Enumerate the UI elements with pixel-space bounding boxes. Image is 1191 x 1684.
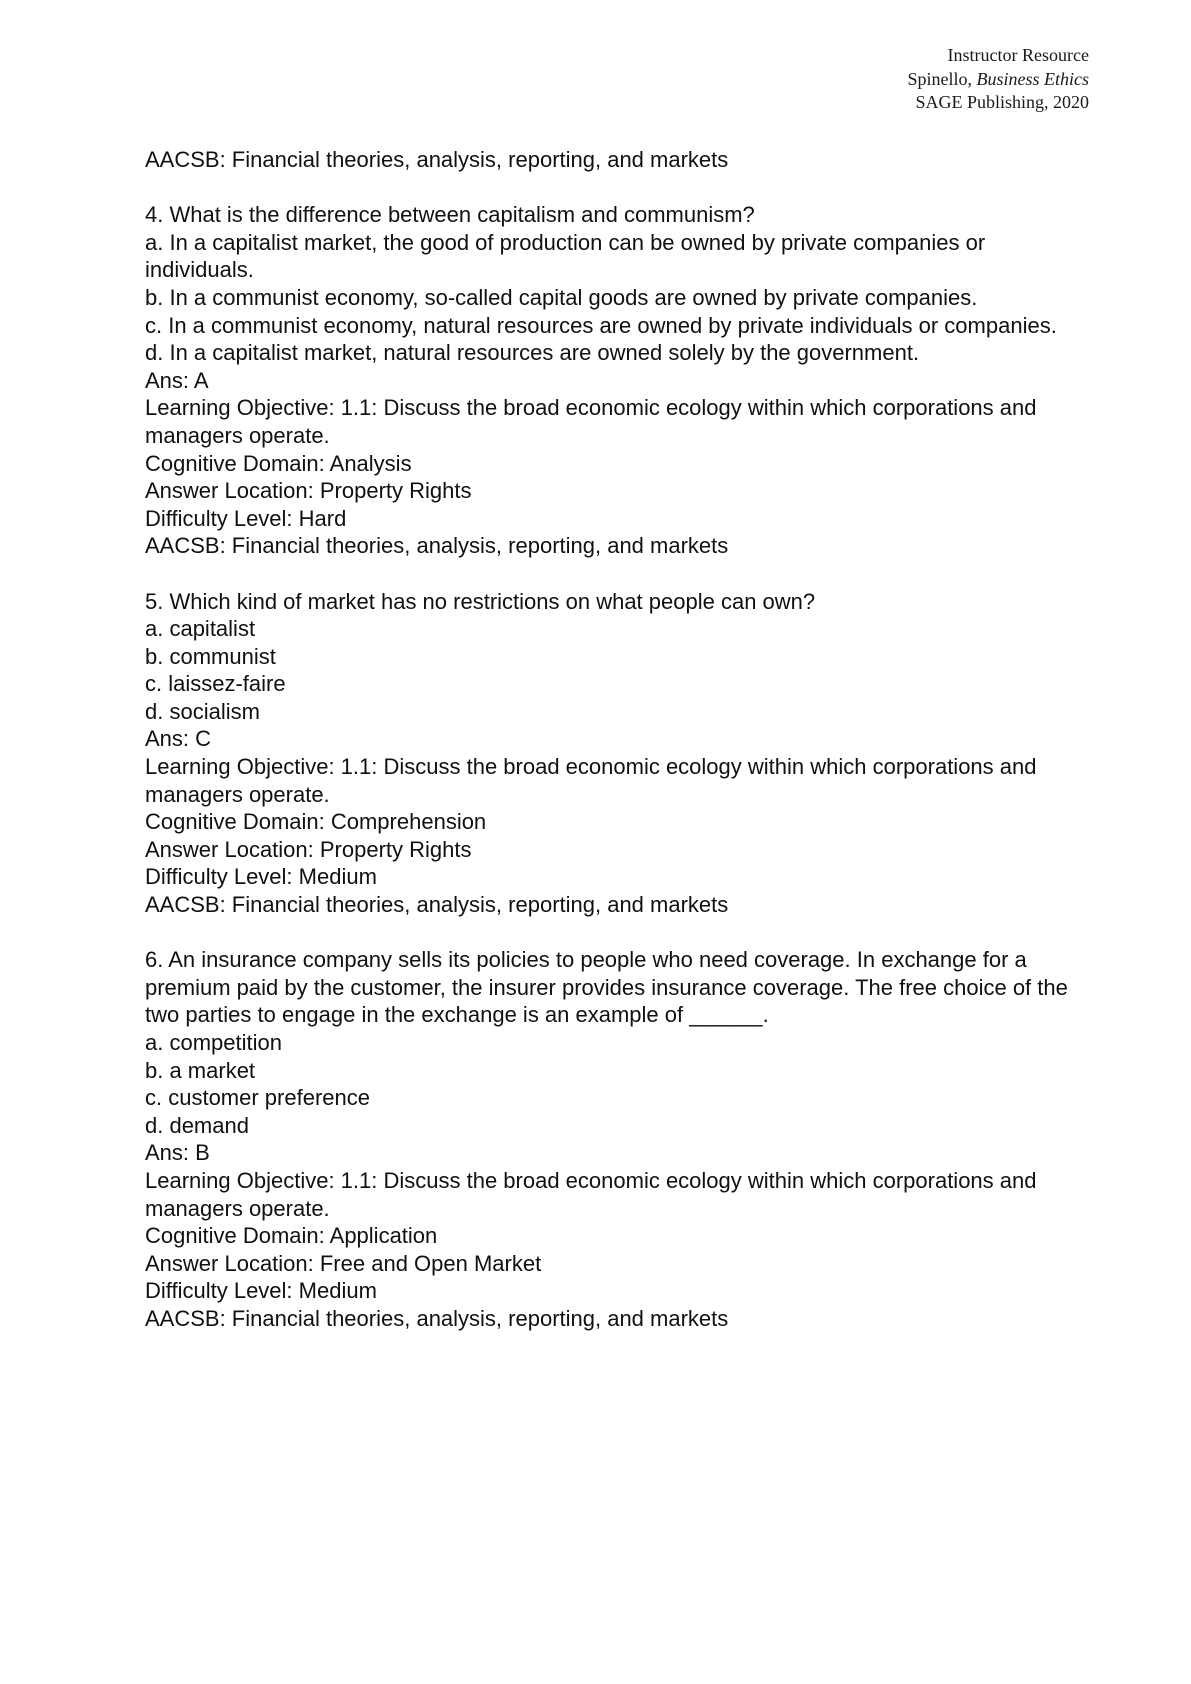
- page-header: [907, 44, 1089, 115]
- header-author: Spinello,: [907, 68, 977, 89]
- option-d: d. In a capitalist market, natural resources are owned solely by the government.: [145, 340, 920, 366]
- document-body: [145, 146, 1095, 1333]
- learning-objective: Learning Objective: 1.1: Discuss the broad economic ecology within which corporations and managers operate.: [145, 395, 1037, 448]
- question-text: 4. What is the difference between capitalism and communism?: [145, 202, 755, 228]
- question-block-4: [145, 201, 1095, 560]
- header-line-1: Instructor Resource: [947, 45, 1089, 65]
- aacsb: AACSB: Financial theories, analysis, reporting, and markets: [145, 892, 729, 918]
- answer-location: Answer Location: Property Rights: [145, 478, 472, 504]
- answer: Ans: C: [145, 726, 212, 752]
- header-line-3: SAGE Publishing, 2020: [915, 92, 1089, 112]
- aacsb: AACSB: Financial theories, analysis, reporting, and markets: [145, 533, 729, 559]
- difficulty-level: Difficulty Level: Medium: [145, 864, 377, 890]
- answer-location: Answer Location: Property Rights: [145, 836, 472, 862]
- spacer: [145, 919, 1095, 947]
- option-a: a. competition: [145, 1030, 282, 1055]
- learning-objective: Learning Objective: 1.1: Discuss the broad economic ecology within which corporations and managers operate.: [145, 754, 1037, 807]
- learning-objective: Learning Objective: 1.1: Discuss the broad economic ecology within which corporations and managers operate.: [145, 1167, 1037, 1221]
- question-block-6: [145, 946, 1095, 1332]
- answer: Ans: A: [145, 367, 209, 393]
- spacer: [145, 174, 1095, 202]
- option-b: b. communist: [145, 643, 276, 669]
- cognitive-domain: Cognitive Domain: Application: [145, 1223, 438, 1249]
- option-b: b. a market: [145, 1057, 256, 1083]
- header-book-title: Business Ethics: [976, 68, 1089, 89]
- header-line-2: [907, 68, 1089, 92]
- question-text: 6. An insurance company sells its policies to people who need coverage. In exchange for a premium paid by the customer, the insurer provides insurance coverage. The free choice of the two parties to engage in the exchange is an example of ______.: [145, 947, 1068, 1028]
- cognitive-domain: Cognitive Domain: Analysis: [145, 450, 412, 476]
- option-c: c. laissez-faire: [145, 671, 286, 697]
- answer: Ans: B: [145, 1140, 210, 1166]
- cognitive-domain: Cognitive Domain: Comprehension: [145, 809, 487, 835]
- answer-location: Answer Location: Free and Open Market: [145, 1250, 542, 1276]
- option-c: c. customer preference: [145, 1085, 370, 1111]
- option-c: c. In a communist economy, natural resources are owned by private individuals or companies.: [145, 312, 1057, 338]
- difficulty-level: Difficulty Level: Hard: [145, 505, 347, 531]
- option-a: a. capitalist: [145, 616, 256, 642]
- question-block-5: [145, 588, 1095, 919]
- option-d: d. demand: [145, 1112, 249, 1138]
- intro-aacsb: AACSB: Financial theories, analysis, reporting, and markets: [145, 147, 729, 172]
- difficulty-level: Difficulty Level: Medium: [145, 1278, 377, 1304]
- option-d: d. socialism: [145, 698, 260, 724]
- spacer: [145, 560, 1095, 588]
- question-text: 5. Which kind of market has no restrictions on what people can own?: [145, 588, 816, 614]
- aacsb: AACSB: Financial theories, analysis, reporting, and markets: [145, 1305, 729, 1331]
- option-b: b. In a communist economy, so-called capital goods are owned by private companies.: [145, 284, 978, 310]
- option-a: a. In a capitalist market, the good of production can be owned by private companies or individuals.: [145, 229, 986, 283]
